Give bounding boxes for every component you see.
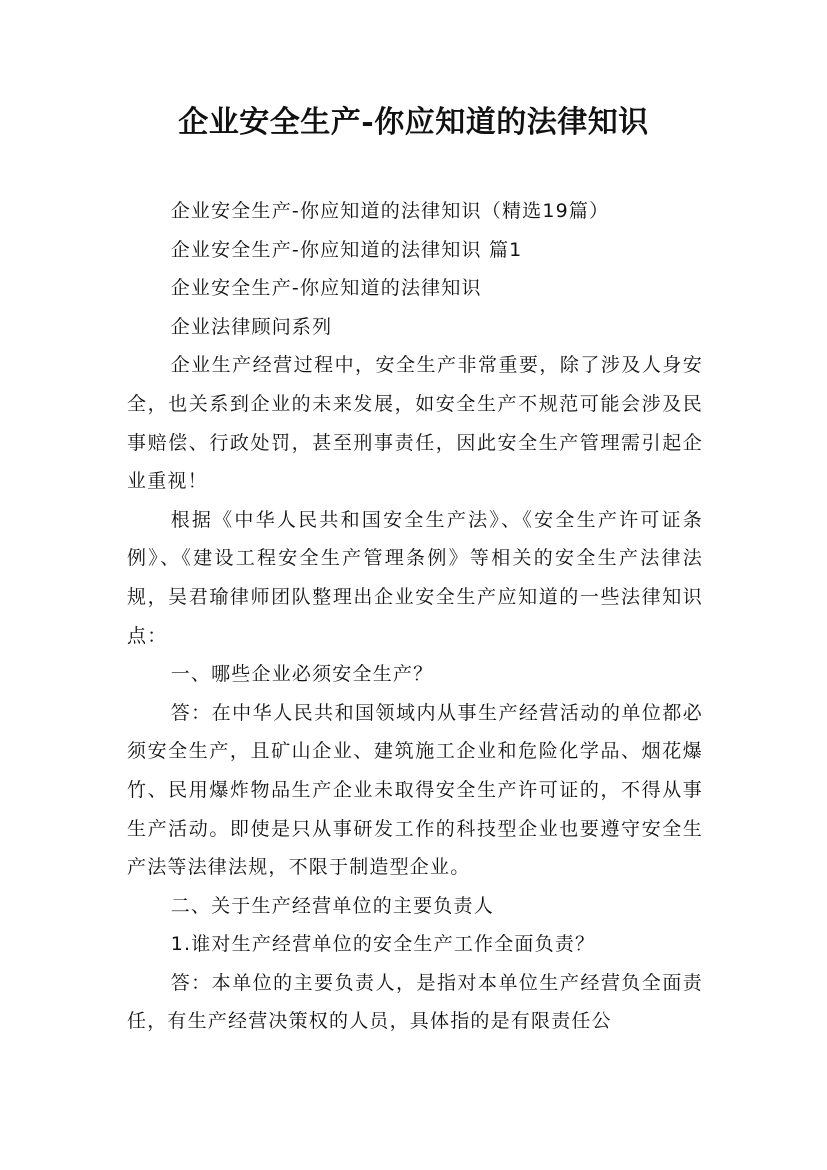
paragraph-answer-2: 答：本单位的主要负责人，是指对本单位生产经营负全面责任，有生产经营决策权的人员，具体指的是有限责任公	[127, 971, 703, 1033]
paragraph-intro: 企业生产经营过程中，安全生产非常重要，除了涉及人身安全，也关系到企业的未来发展，如安全生产不规范可能会涉及民事赔偿、行政处罚，甚至刑事责任，因此安全生产管理需引起企业重视！	[127, 354, 703, 493]
paragraph-series: 企业法律顾问系列	[170, 315, 333, 338]
paragraph-question-2: 1.谁对生产经营单位的安全生产工作全面负责？	[170, 933, 596, 956]
paragraph-section-heading: 企业安全生产-你应知道的法律知识 篇1	[170, 238, 523, 261]
document-body	[127, 192, 703, 1041]
paragraph-section-2: 二、关于生产经营单位的主要负责人	[170, 894, 494, 917]
paragraph-subtitle: 企业安全生产-你应知道的法律知识（精选19篇）	[170, 200, 610, 222]
paragraph-answer-1: 答：在中华人民共和国领域内从事生产经营活动的单位都必须安全生产，且矿山企业、建筑施工企业和危险化学品、烟花爆竹、民用爆炸物品生产企业未取得安全生产许可证的，不得从事生产活动。即使是只从事研发工作的科技型企业也要遵守安全生产法等法律法规，不限于制造型企业。	[127, 701, 703, 879]
paragraph-heading: 企业安全生产-你应知道的法律知识	[170, 277, 482, 300]
paragraph-question-1: 一、哪些企业必须安全生产？	[170, 663, 434, 686]
document-title: 企业安全生产-你应知道的法律知识	[178, 105, 649, 140]
paragraph-legal-basis: 根据《中华人民共和国安全生产法》、《安全生产许可证条例》、《建设工程安全生产管理条例》等相关的安全生产法律法规，吴君瑜律师团队整理出企业安全生产应知道的一些法律知识点：	[127, 508, 703, 647]
